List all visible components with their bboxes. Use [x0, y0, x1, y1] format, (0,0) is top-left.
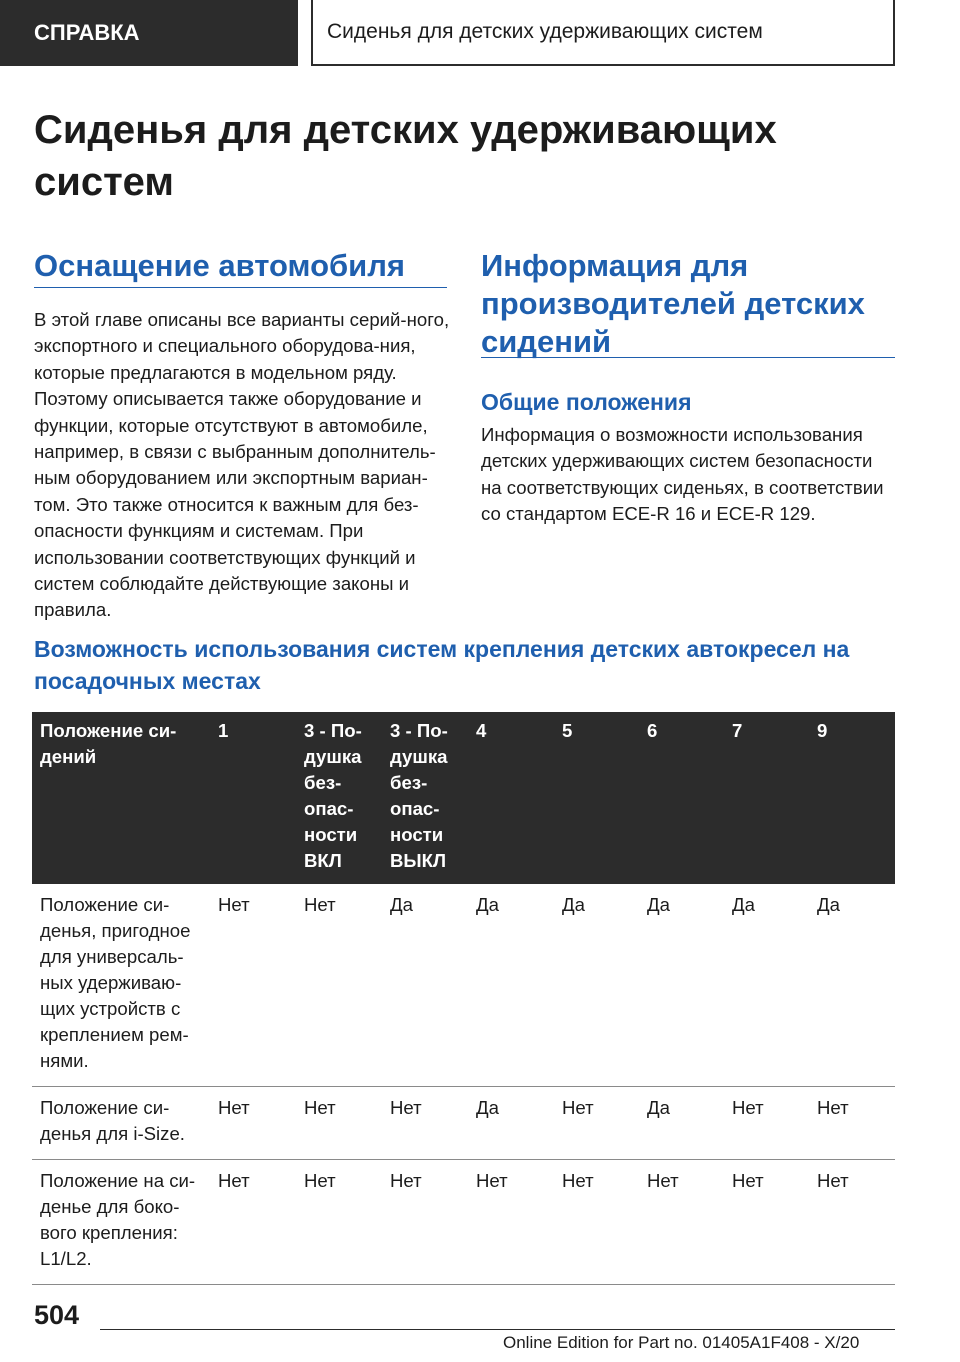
table-cell: Нет: [210, 884, 296, 1087]
table-cell: Да: [639, 1087, 724, 1160]
table-cell: Да: [554, 884, 639, 1087]
chapter-title-tab: Сиденья для детских удерживающих систем: [311, 0, 895, 66]
table-cell: Положение си-денья для i-Size.: [32, 1087, 210, 1160]
section-heading-vehicle-equipment: Оснащение автомобиля: [34, 248, 405, 283]
seat-positions-table: [32, 712, 895, 1285]
table-cell: Нет: [809, 1087, 895, 1160]
general-provisions-paragraph: Информация о возможности использования детских удерживающих систем безопасности на соответствующих сиденьях, в соответствии со стандартом ECE-R 16 и ECE-R 129.: [481, 424, 884, 525]
table-cell: Нет: [296, 1087, 382, 1160]
footer-rule: [100, 1329, 895, 1330]
column-header: 1: [210, 712, 296, 884]
table-cell: Да: [382, 884, 468, 1087]
table-cell: Нет: [724, 1160, 809, 1285]
table-section-heading: Возможность использования систем крепления детских автокресел на посадочных местах: [34, 636, 850, 694]
table-row: [32, 1160, 895, 1285]
column-header: Положение си-дений: [32, 712, 210, 884]
table-cell: Нет: [210, 1087, 296, 1160]
table-cell: Положение на си-денье для боко-вого крепления: L1/L2.: [32, 1160, 210, 1285]
table-cell: Нет: [468, 1160, 554, 1285]
vehicle-equipment-paragraph: В этой главе описаны все варианты серий-ного, экспортного и специального оборудова-ния, которые предлагаются в модельном ряду. Поэтому описывается также оборудование и функции, которые отсутствуют в автомобиле, например, в связи с выбранным дополнитель-ным оборудованием или экспортным вариан-том. Это также относится к важным для без-опасности функциям и системам. При использовании соответствующих функций и систем соблюдайте действующие законы и правила.: [34, 309, 450, 621]
column-header: 5: [554, 712, 639, 884]
table-cell: Нет: [639, 1160, 724, 1285]
table-cell: Нет: [296, 1160, 382, 1285]
table-cell: Да: [724, 884, 809, 1087]
column-header: 3 - По-душка без-опас-ности ВЫКЛ: [382, 712, 468, 884]
table-cell: Да: [468, 1087, 554, 1160]
table-cell: Нет: [809, 1160, 895, 1285]
edition-note: Online Edition for Part no. 01405A1F408 - X/20: [503, 1333, 860, 1352]
table-cell: Нет: [724, 1087, 809, 1160]
table-cell: Нет: [382, 1160, 468, 1285]
table-cell: Да: [639, 884, 724, 1087]
table-cell: Да: [468, 884, 554, 1087]
page-number: 504: [34, 1300, 80, 1330]
table-cell: Нет: [554, 1160, 639, 1285]
table-cell: Нет: [554, 1087, 639, 1160]
table-header-row: [32, 712, 895, 884]
table-cell: Нет: [210, 1160, 296, 1285]
table-cell: Да: [809, 884, 895, 1087]
table-row: [32, 884, 895, 1087]
table-cell: Нет: [296, 884, 382, 1087]
table-cell: Нет: [382, 1087, 468, 1160]
column-header: 6: [639, 712, 724, 884]
column-header: 3 - По-душка без-опас-ности ВКЛ: [296, 712, 382, 884]
heading-rule: [34, 287, 447, 288]
table-row: [32, 1087, 895, 1160]
column-header: 7: [724, 712, 809, 884]
heading-rule: [481, 357, 895, 358]
table-cell: Положение си-денья, пригодное для универсаль-ных удерживаю-щих устройств с креплением рем-нями.: [32, 884, 210, 1087]
column-header: 9: [809, 712, 895, 884]
column-header: 4: [468, 712, 554, 884]
page-title: Сиденья для детских удерживающих систем: [34, 108, 777, 204]
section-heading-manufacturer-info: Информация для производителей детских сидений: [481, 248, 865, 359]
subheading-general-provisions: Общие положения: [481, 389, 692, 415]
section-tab: СПРАВКА: [0, 0, 298, 66]
